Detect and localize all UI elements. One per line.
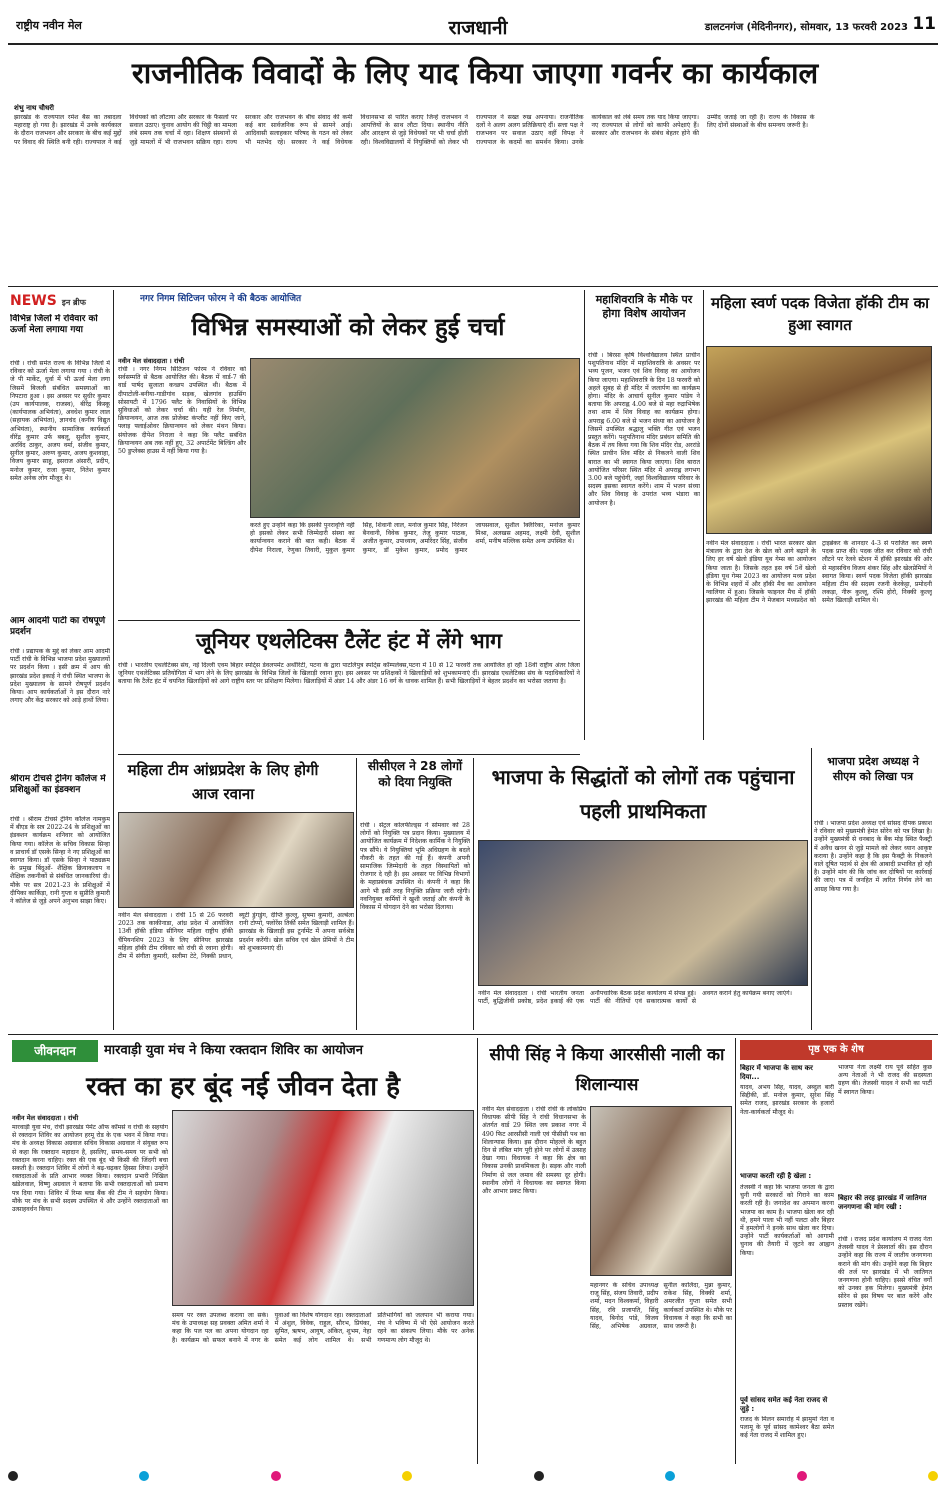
mid-rule (8, 1034, 938, 1035)
continued-head-1: बिहार में भाजपा के साथ कर दिया... (740, 1064, 813, 1081)
cp-singh-body-col2: महानगर के सचिव उपाध्यक्ष राजू सिंह, संजय तिवारी, प्रदीप शर्मा, मदन विश्वकर्मा, विहारी सिंह, रवि प्रजापति, सिंधु यादव, बिनोद पांडे, विजय सिंह, अभिषेक अग्रवाल, सुनील कालिंदा, मुन्ना कुमार, राकेश सिंह, विक्की शर्मा, अमरजीत गुप्ता समेत सभी कार्यकर्ता उपस्थित थे। मौके पर विधायक ने कहा कि सभी का साथ जरूरी है। (590, 1282, 732, 1331)
hockey-divider (703, 290, 704, 740)
brief-divider (113, 290, 114, 1030)
shivratri-divider (584, 290, 585, 740)
brief-body-3: रांची । श्रीराम टीचर्स ट्रेनिंग कॉलेज नामकुम में बीएड के सत्र 2022-24 के प्रशिक्षुओं का इंडक्शन कार्यक्रम शनिवार को आयोजित किया गया। कॉलेज के सचिव विकास सिन्हा व प्राचार्य डॉ एसके सिन्हा ने नए प्रशिक्षुओं का स्वागत किया। डॉ एसके सिन्हा ने पाठ्यक्रम के प्रमुख बिंदुओं- शैक्षिक क्रियाकलाप व शैक्षिक तकनीकों से संबंधित जानकारियां दी। मौके पर सत्र 2021-23 के प्रशिक्षुओं में दीपिका कार्किड़ा, रानी गुप्ता व सुप्रीति कुमारी ने कॉलेज से जुड़े अपने अनुभव साझा किए। (10, 816, 110, 906)
brief-body-2: रांची । प्रद्यापक के मुद्दे को लेकर आम आदमी पार्टी रांची के विभिन्न भाजपा प्रदेश मुख्यालयों पर प्रदर्शन किया । इसी क्रम में आप की झारखंड प्रदेश इकाई ने रांची स्थित भाजपा के प्रदेश मुख्यालय के सामने रोषपूर्ण प्रदर्शन किया। आप कार्यकर्ताओं ने इस दौरान नारे लगाए और केंद्र सरकार को आड़े हाथों लिया। (10, 648, 110, 705)
continued-body-4: भाजपा नेता लक्ष्मी राय पूर्व सहित कुछ अन्य नेताओं ने भी राजद की सदस्यता ग्रहण की। तेजस्वी यादव ने सभी का पार्टी में स्वागत किया। (838, 1064, 932, 1096)
bjp-body: नवीन मेल संवाददाता । रांची भारतीय जनता पार्टी, बुद्धिजीवी प्रकोष्ठ, प्रदेश इकाई की एक अनौपचारिक बैठक प्रदेश कार्यालय में संपन्न हुई। पार्टी की नीतियों एवं सकारात्मक कार्यों से अवगत कराने हेतु कार्यक्रम बनाए जाएंगे। (478, 990, 792, 1006)
jeevandan-photo (172, 1110, 474, 1306)
cp-singh-photo (590, 1106, 732, 1276)
bjp-letter-headline: भाजपा प्रदेश अध्यक्ष ने सीएम को लिखा पत्र (827, 755, 919, 783)
jeevandan-divider (477, 1038, 478, 1464)
cp-singh-headline: सीपी सिंह ने किया आरसीसी नाली का शिलान्यास (489, 1045, 725, 1095)
brief-head-3: श्रीराम टीचर्स ट्रेनिंग कॉलेज में प्रशिक्षुओं का इंडक्शन (10, 774, 106, 795)
bjp-letter-divider (811, 748, 812, 1030)
print-registration-bar (8, 1470, 938, 1482)
continued-head-4: बिहार की तरह झारखंड में जातिगत जनगणना की मांग रखी : (838, 1194, 927, 1211)
women-team-photo (118, 812, 354, 908)
brief-body-1: रांची । रांची समेत राज्य के विभिन्न जिलों में रविवार को ऊर्जा मेला लगाया गया । रांची के जे पी मार्केट, धुर्वा में भी ऊर्जा मेला लगा जिसमें बिजली संबंधित समस्याओं का निपटारा हुआ । इस अवसर पर सुधीर कुमार (उप कार्यपालक, राजस्व), बीरेंद्र किस्कू (कार्यपालक अभियंता), अवधेश कुमार लाल (सहायक अभियंता), ज्ञानचंद (कनीय विद्युत अभियंता), स्थानीय सामाजिक कार्यकर्ता वीरेंद्र कुमार उर्फ बबलू, सुशील कुमार, अरविंद ठाकुर, अजय वर्मा, संजीव कुमार, सुनील कुमार, अरुण कुमार, अजय कुशवाहा, विजय कुमार साहू, इसराज अंसारी, प्रदीप, मनोज कुमार, राजा कुमार, नितेश कुमार समेत अनेक लोग मौजूद थे। (10, 360, 110, 482)
hockey-body: नवीन मेल संवाददाता । रांची भारत सरकार खेल मंत्रालय के द्वारा देश के खेल को आगे बढ़ाने के लिए हर वर्ष खेलो इंडिया यूथ गेम्स का आयोजन किया जाता है। जिसके तहत इस वर्ष 5वें खेलो इंडिया यूथ गेम्स 2023 का आयोजन मध्य प्रदेश के विभिन्न शहरों में और हॉकी मैच का आयोजन ग्वालियर में हुआ। जिसके फाइनल मैच में हॉकी झारखंड की महिला टीम ने मेजबान मध्यप्रदेश को ट्राइब्रेकर के शानदार 4-3 से पराजित कर स्वर्ण पदक प्राप्त की। पदक जीत कर रविवार को रांची लौटने पर रेलवे स्टेशन में हॉकी झारखंड की ओर से महासचिव विजय शंकर सिंह और खेलप्रेमियों ने स्वागत किया। स्वर्ण पदक विजेता हॉकी झारखंड महिला टीम की सदस्य रजनी केरकेट्टा, प्रमोदनी लकड़ा, नीरू कुल्लू, रश्मि होरो, निक्की कुल्लू समेत खिलाड़ी शामिल थे। (706, 540, 932, 605)
hockey-headline: महिला स्वर्ण पदक विजेता हॉकी टीम का हुआ स्वागत (710, 294, 930, 334)
lead-headline: राजनीतिक विवादों के लिए याद किया जाएगा गवर्नर का कार्यकाल (131, 56, 819, 90)
women-team-divider (356, 758, 357, 1030)
news-label: NEWS (10, 293, 57, 309)
continued-head-2: भाजपा करती रही है खेला : (740, 1172, 812, 1180)
continued-body-1: यादव, अभय सिंह, यादव, अब्दुल बारी सिद्दीकी, डॉ. मनोज कुमार, सुरेश सिंह समेत राजद, झारखंड सरकार के हजारों नेता-कार्यकर्ता मौजूद थे। (740, 1084, 834, 1116)
continued-label: पृष्ठ एक के शेष (740, 1040, 932, 1060)
masthead-logo: राष्ट्रीय नवीन मेल (16, 19, 82, 32)
cp-singh-body-col1: नवीन मेल संवाददाता । रांची रांची के लोकप्रिय विधायक सीपी सिंह ने रांची विधानसभा के अंतर्गत वार्ड 29 स्थित जय प्रकाश नगर में 490 फिट आरसीसी नाली एवं पीसीसी पथ का शिलान्यास किया। इस दौरान मोहल्ले के बहुत दिन से लंबित मांग पूरी होने पर लोगों में उत्साह देखा गया। विधायक ने कहा कि क्षेत्र का विकास उनकी प्राथमिकता है। सड़क और नाली निर्माण से जल जमाव की समस्या दूर होगी। स्थानीय लोगों ने विधायक का स्वागत किया और आभार प्रकट किया। (482, 1106, 586, 1196)
bjp-photo (478, 840, 808, 986)
women-team-body: नवीन मेल संवाददाता । रांची 15 से 26 फरवरी 2023 तक काकीनाडा, आंध्र प्रदेश में आयोजित 13वीं हॉकी इंडिया सीनियर महिला राष्ट्रीय हॉकी चैंपियनशिप 2023 के लिए सीनियर झारखंड महिला हॉकी टीम रविवार को रांची से रवाना होगी। टीम में संगीता कुमारी, सलीमा टेटे, निक्की प्रधान, ब्यूटी डुंगडुंग, दीप्ति कुल्लू, सुषमा कुमारी, अल्बेला रानी टोप्पो, फ्लोरेंस तिर्की समेत खिलाड़ी शामिल हैं। झारखंड के खिलाड़ी इस टूर्नामेंट में अपना सर्वश्रेष्ठ प्रदर्शन करेंगी। खेल सचिव एवं खेल प्रेमियों ने टीम को शुभकामनाएं दीं। (118, 912, 354, 961)
lead-rule (8, 286, 938, 287)
news-brief-label (10, 290, 110, 310)
continued-head-3: पूर्व सांसद समेत कई नेता राजद से जुड़े : (740, 1396, 828, 1413)
masthead (8, 12, 938, 42)
masthead-dateline: डालटनगंज (मेदिनीनगर), सोमवार, 13 फरवरी 2023 (704, 22, 908, 33)
jeevandan-dateline: नवीन मेल संवाददाता । रांची (12, 1114, 79, 1122)
ccl-headline: सीसीएल ने 28 लोगों को दिया नियुक्ति (367, 759, 463, 789)
masthead-section: राजधानी (448, 17, 508, 38)
forum-body-col1: रांची । नगर निगम सिटिजन फोरम ने रविवार को सर्वसम्मति से बैठक आयोजित की। बैठक में वार्ड-7 की वार्ड पार्षद सुजाता कच्छप उपस्थित थी। बैठक में दीपाटोली-बनीया-गाडीगांव सड़क, खेलगांव हाउसिंग सोसायटी में 1796 फ्लैट के निवासियों के विभिन्न सुविधाओं को लेकर चर्चा की। यही रेल निर्माण, क्रियान्वयन, आज तक प्रोजेक्ट कंप्लीट नहीं किए जाने, फ्लाइ फ्लाईओवर क्रियान्वयन को लेकर मंथन किया। संयोजक दीपेश निराला ने कहा कि फ्लैट सबंधित क्रियान्वयन अब तक नहीं हुए, 32 अपार्टमेंट बिल्डिंग और 50 डुप्लेक्स हाउस में नहीं किया गया है। (118, 366, 246, 456)
masthead-rule (8, 43, 938, 45)
ccl-divider (473, 758, 474, 1030)
news-brief-column (10, 290, 110, 1030)
athletics-body: रांची । भारतीय एथलेटिक्स संघ, नई दिल्ली एवम बिहार स्पोर्ट्स डेवलपमेंट अथॉरिटी, पटना के द्वारा पाटलिपुत्र स्पोर्ट्स कॉम्पलेक्स,पटना में 10 से 12 फरवरी तक आयोजित हो रही 18वीं राष्ट्रीय अंतर जिला जूनियर एथलेटिक्स प्रतियोगिता में भाग लेने के लिए झारखंड के विभिन्न जिलों के खिलाड़ी रवाना हुए। इस अवसर पर प्रशिक्षकों ने खिलाड़ियों को शुभकामनाएं दीं। झारखंड एथलेटिक्स संघ के पदाधिकारियों ने बताया कि टैलेंट हंट में चयनित खिलाड़ियों को आगे राष्ट्रीय स्तर पर प्रशिक्षण मिलेगा। खिलाड़ियों में अंडर 14 और अंडर 16 वर्ग के धावक शामिल हैं। सभी खिलाड़ियों ने बेहतर प्रदर्शन का भरोसा जताया है। (118, 662, 580, 686)
continued-block (740, 1064, 932, 1460)
athletics-headline: जूनियर एथलेटिक्स टैलेंट हंट में लेंगे भाग (196, 629, 502, 653)
bjp-headline: भाजपा के सिद्धांतों को लोगों तक पहुंचाना पहली प्राथमिकता (491, 765, 795, 823)
forum-headline: विभिन्न समस्याओं को लेकर हुई चर्चा (191, 313, 505, 341)
lead-body: झारखंड के राज्यपाल रमेश बैस का तबादला महाराष्ट्र हो गया है। झारखंड में उनके कार्यकाल के दौरान राजभवन और सरकार के बीच कई मुद्दों पर विवाद की स्थिति बनी रही। राज्यपाल ने कई विधेयकों को लौटाया और सरकार के फैसलों पर सवाल उठाए। चुनाव आयोग की चिट्ठी का मामला लंबे समय तक चर्चा में रहा। शिक्षण संस्थानों से जुड़े मामलों में भी राजभवन सक्रिय रहा। राज्य सरकार और राजभवन के बीच संवाद की कमी कई बार सार्वजनिक रूप से सामने आई। आदिवासी सलाहकार परिषद के गठन को लेकर भी मतभेद रहे। सरकार ने कई विधेयक विधानसभा से पारित कराए जिन्हें राजभवन ने आपत्तियों के साथ लौटा दिया। स्थानीय नीति और आरक्षण से जुड़े विधेयकों पर भी चर्चा होती रही। विश्वविद्यालयों में नियुक्तियों को लेकर भी राज्यपाल ने सख्त रुख अपनाया। राजनीतिक दलों ने अलग अलग प्रतिक्रियाएं दीं। सत्ता पक्ष ने राजभवन पर सवाल उठाए वहीं विपक्ष ने राज्यपाल के कदमों का समर्थन किया। उनके कार्यकाल को लंबे समय तक याद किया जाएगा। नए राज्यपाल से लोगों को काफी अपेक्षाएं हैं। सरकार और राजभवन के संबंध बेहतर होने की उम्मीद जताई जा रही है। राज्य के विकास के लिए दोनों संस्थाओं के बीच समन्वय जरूरी है। (14, 114, 815, 146)
lead-byline: शंभु नाथ चौधरी (14, 104, 54, 112)
jeevandan-kicker: मारवाड़ी युवा मंच ने किया रक्तदान शिविर का आयोजन (104, 1043, 363, 1058)
brief-head-1: विभिन्न जिलों में रविवार को ऊर्जा मेला लगाया गया (10, 314, 98, 335)
continued-body-3: राजद के मिलन समारोह में झामुमो नेता व पलामू के पूर्व सांसद कामेश्वर बैठा समेत कई नेता राजद में शामिल हुए। (740, 1416, 834, 1440)
continued-body-2: तेजस्वी ने कहा कि भाजपा जनता के द्वारा चुनी गयी सरकारों को गिराने का काम करती रही है। जनादेश का अपमान करना भाजपा का काम है। भाजपा खेला कर रही थी, हमने पाला भी नहीं पलटा और बिहार में हमलोगों ने इनके साथ खेला कर दिया। उन्होंने पार्टी कार्यकर्ताओं को आगामी चुनाव की तैयारी में जुटने का आह्वान किया। (740, 1184, 834, 1257)
hockey-photo (706, 346, 932, 534)
bjp-letter-body: रांची । भाजपा प्रदेश अध्यक्ष एवं सांसद दीपक प्रकाश ने रविवार को मुख्यमंत्री हेमंत सोरेन को पत्र लिखा है। उन्होंने मुख्यमंत्री से धनबाद के बैंक मोड़ स्थित फैक्ट्री में अवैध खनन से जुड़े मामले को लेकर ध्यान आकृष्ट कराया है। उन्होंने कहा है कि इस फैक्ट्री के निकलने वाले दूषित पदार्थ से क्षेत्र की आबादी प्रभावित हो रही है। उन्होंने मांग की कि जांच कर दोषियों पर कार्रवाई की जाए। पत्र में जनहित में त्वरित निर्णय लेने का आग्रह किया गया है। (814, 820, 932, 893)
jeevandan-body-col2: समय पर रक्त उपलब्ध कराया जा सके। मंच के उपाध्यक्ष सह प्रवक्ता अमित शर्मा ने कहा कि पल पल का अपना योगदान रहा है। कार्यक्रम को सफल बनाने में नगर के युवाओं का विशेष योगदान रहा। रक्तदाताओं में अंशुल, विवेक, राहुल, सौरभ, प्रियंका, सुमित, ऋषभ, आयुष, अंकित, शुभम, नेहा समेत कई लोग शामिल थे। सभी प्रतिभागियों को जलपान भी कराया गया। मंच ने भविष्य में भी ऐसे आयोजन करते रहने का संकल्प लिया। मौके पर अनेक गणमान्य लोग मौजूद थे। (172, 1312, 474, 1344)
forum-dateline: नवीन मेल संवाददाता । रांची (118, 357, 185, 365)
jeevandan-headline: रक्त का हर बूंद नई जीवन देता है (86, 1072, 400, 1102)
women-team-headline: महिला टीम आंध्रप्रदेश के लिए होगी आज रवाना (127, 761, 319, 803)
athletics-rule (118, 754, 580, 755)
forum-rule (118, 620, 580, 621)
jeevandan-tag: जीवनदान (12, 1040, 98, 1062)
continued-body-5: रांची । राजद प्रदेश कार्यालय में राजद नेता तेजस्वी यादव ने प्रेसवार्ता की। इस दौरान उन्होंने कहा कि राज्य में जातीय जनगणना कराने की मांग की। उन्होंने कहा कि बिहार की तर्ज पर झारखंड में भी जातिगत जनगणना होनी चाहिए। इससे वंचित वर्गों को उनका हक मिलेगा। मुख्यमंत्री हेमंत सोरेन से इस विषय पर बात करेंगे और प्रस्ताव रखेंगे। (838, 1236, 932, 1309)
page-number: 11 (912, 14, 936, 34)
shivratri-body: रांची । बिरसा कृषि विश्वविद्यालय स्थित प्राचीन पशुपतिनाथ मंदिर में महाशिवरात्रि के अवसर पर भव्य पूजन, भजन एवं शिव विवाह का आयोजन किया जाएगा। महाशिवरात्रि के दिन 18 फरवरी को अहले सुबह से ही मंदिर में जलार्पण का कार्यक्रम होगा। मंदिर के आचार्य सुनील कुमार पांडेय ने बताया कि अपराह्न 4.00 बजे से महा रुद्राभिषेक तथा शाम में शिव विवाह का कार्यक्रम होगा। अपराह्न 6.00 बजे से भजन संध्या का आयोजन है जिसमें उपस्थित श्रद्धालु भक्ति गीत एवं भजन प्रस्तुत करेंगे। पशुपतिनाथ मंदिर प्रबंधन समिति की बैठक में तय किया गया कि शिव मंदिर रोड, अररांडे स्थित प्राचीन शिव मंदिर से निकलने वाली शिव बारात का भी स्वागत किया जाएगा। शिव बारात आयोजित परिसर स्थित मंदिर में अपराह्न लगभग 3.00 बजे पहुंचेगी, जहां विश्वविद्यालय परिवार के सदस्य इसका स्वागत करेंगे। शाम में भजन संध्या और शिव विवाह के उपरांत भव्य भंडारा का आयोजन है। (588, 352, 700, 507)
brief-label: इन ब्रीफ (61, 298, 86, 307)
forum-kicker: नगर निगम सिटिजन फोरम ने की बैठक आयोजित (140, 294, 302, 304)
forum-photo (250, 358, 580, 518)
jeevandan-body-col1: मारवाड़ी युवा मंच, रांची झारखंड पेमेंट ऑफ कॉमर्स व रांची के सहयोग से रक्तदान शिविर का आयोजन हरमू रोड के एक भवन में किया गया। मंच के अध्यक्ष विकास अग्रवाल सचिव विकास अग्रवाल ने संयुक्त रूप से कहा कि रक्तदान महादान है, इसलिए, समय-समय पर सभी को रक्तदान करना चाहिए। रक्त की एक बूंद भी किसी की जिंदगी बचा सकती है। रक्तदान शिविर में लोगों ने बढ़-चढ़कर हिस्सा लिया। उन्होंने रक्तदाताओं के प्रति आभार व्यक्त किया। रक्तदान प्रभारी निखिल खंडेलवाल, विष्णु अग्रवाल ने बताया कि सभी रक्तदाताओं को प्रमाण पत्र दिया गया। शिविर में रिम्स ब्लड बैंक की टीम ने सहयोग किया। मौके पर मंच के सभी सदस्य उपस्थित थे और उन्होंने रक्तदाताओं का उत्साहवर्धन किया। (12, 1124, 168, 1214)
ccl-body: रांची । सेंट्रल कोलफील्ड्स ने सोमवार को 28 लोगों को नियुक्ति पत्र प्रदान किया। मुख्यालय में आयोजित कार्यक्रम में निदेशक कार्मिक ने नियुक्ति पत्र सौंपे। ये नियुक्तियां भूमि अधिग्रहण के बदले नौकरी के तहत की गई हैं। कंपनी अपनी सामाजिक जिम्मेदारी के तहत विस्थापितों को रोजगार दे रही है। इस अवसर पर विभिन्न विभागों के महाप्रबंधक उपस्थित थे। कंपनी ने कहा कि आगे भी इसी तरह नियुक्ति प्रक्रिया जारी रहेगी। नवनियुक्त कर्मियों ने खुशी जताई और कंपनी के विकास में योगदान देने का भरोसा दिलाया। (360, 822, 470, 912)
shivratri-headline: महाशिवरात्रि के मौके पर होगा विशेष आयोजन (595, 293, 693, 320)
brief-head-2: आम आदमी पार्टी का रोषपूर्ण प्रदर्शन (10, 616, 106, 637)
cp-singh-divider (735, 1038, 736, 1464)
forum-body-col2: करते हुए उन्होंने कहा कि इसकी पुनरावृत्ति नहीं हो इसको लेकर सभी जिम्मेदारी संस्था का कार्यान्वयन कराने की बात कही। बैठक में दीपेश निराला, रेणुका तिवारी, मुकुल कुमार सिंह, शिवानी लाल, मनोज कुमार सिंह, निरंजन बैनवानी, विवेक कुमार, तेजु कुमार पाठक, अजीत कुमार, उपाध्याय, अमरिंदर सिंह, संजीव कुमार, डॉ मुकेश कुमार, प्रमोद कुमार जायसवाल, सुशील क्लिरिका, मनोज कुमार मिश्रा, अलखस अहमद, लक्ष्मी देवी, सुशील शर्मा, मनीष मल्लिक समेत अन्य उपस्थित थे। (250, 522, 580, 554)
